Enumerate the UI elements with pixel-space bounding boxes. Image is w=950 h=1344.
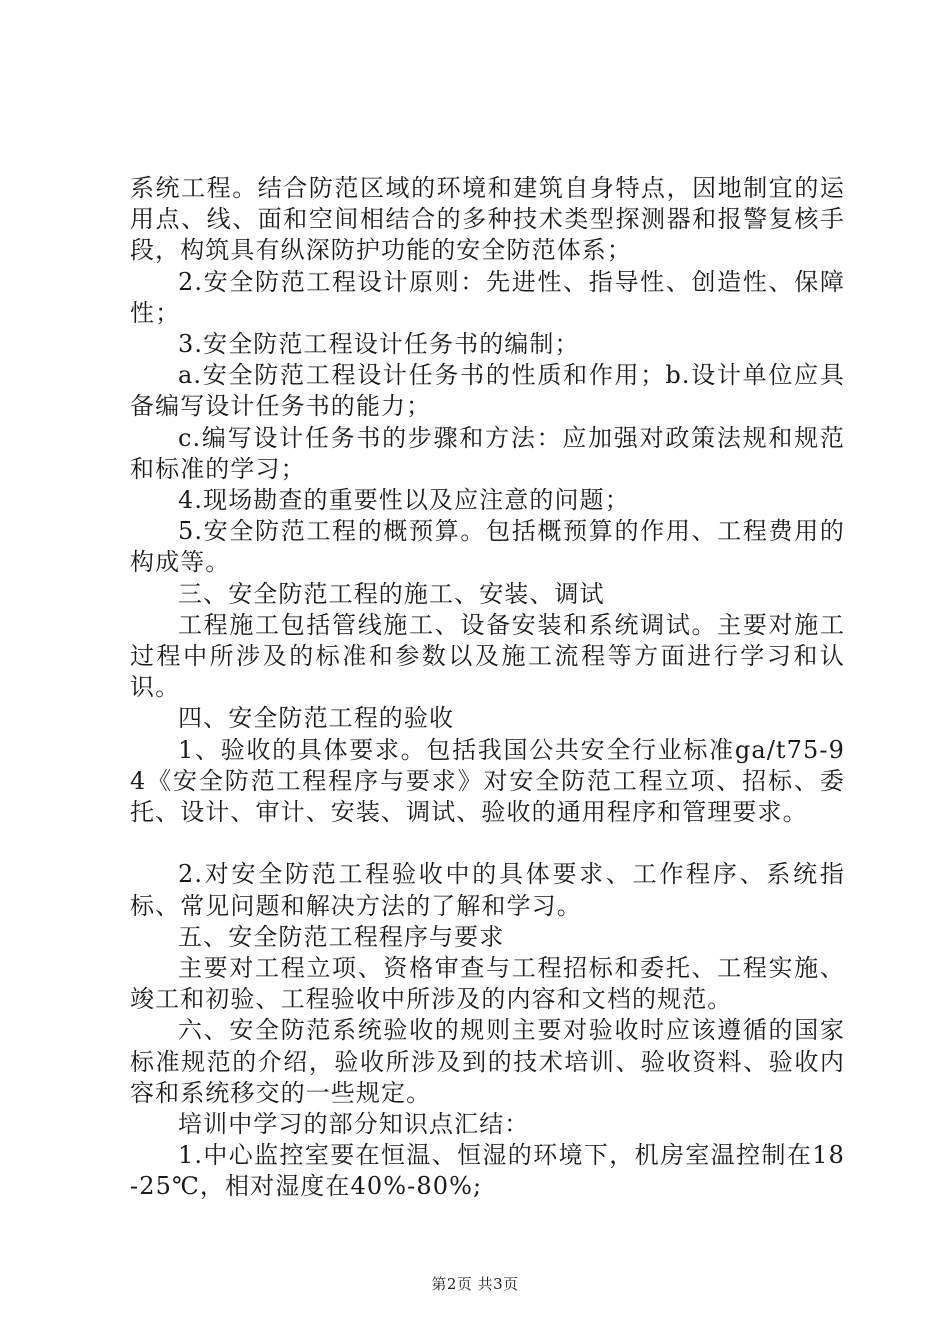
section-heading: 三、安全防范工程的施工、安装、调试 [178,579,605,608]
paragraph: 六、安全防范系统验收的规则主要对验收时应该遵循的国家标准规范的介绍，验收所涉及到的技术培训、验收资料、验收内容和系统移交的一些规定。 [130,1016,845,1107]
section-heading: 四、安全防范工程的验收 [178,704,455,733]
page-number-label: 第2页 共3页 [431,1275,519,1293]
blank-line [130,828,845,859]
paragraph: 5.安全防范工程的概预算。包括概预算的作用、工程费用的构成等。 [130,517,845,577]
paragraph: 培训中学习的部分知识点汇结： [178,1110,530,1139]
paragraph: 3.安全防范工程设计任务书的编制； [178,330,580,359]
paragraph: 1、验收的具体要求。包括我国公共安全行业标准ga/t75-94《安全防范工程程序与要求》对安全防范工程立项、招标、委托、设计、审计、安装、调试、验收的通用程序和管理要求。 [130,735,845,827]
page-footer [0,1273,950,1294]
paragraph: a.安全防范工程设计任务书的性质和作用；b.设计单位应具备编写设计任务书的能力； [130,361,845,421]
document-body [130,173,845,1203]
paragraph: 工程施工包括管线施工、设备安装和系统调试。主要对施工过程中所涉及的标准和参数以及施工流程等方面进行学习和认识。 [130,610,845,702]
paragraph: 系统工程。结合防范区域的环境和建筑自身特点，因地制宜的运用点、线、面和空间相结合的多种技术类型探测器和报警复核手段，构筑具有纵深防护功能的安全防范体系； [130,174,845,265]
paragraph: 主要对工程立项、资格审查与工程招标和委托、工程实施、竣工和初验、工程验收中所涉及的内容和文档的规范。 [130,954,845,1014]
paragraph: 4.现场勘查的重要性以及应注意的问题； [178,486,630,515]
paragraph: 2.对安全防范工程验收中的具体要求、工作程序、系统指标、常见问题和解决方法的了解和学习。 [130,860,845,920]
paragraph: c.编写设计任务书的步骤和方法：应加强对政策法规和规范和标准的学习； [130,423,845,483]
section-heading: 五、安全防范工程程序与要求 [178,922,505,951]
paragraph: 2.安全防范工程设计原则：先进性、指导性、创造性、保障性； [130,267,845,327]
paragraph: 1.中心监控室要在恒温、恒湿的环境下，机房室温控制在18-25℃，相对湿度在40%-80%; [130,1141,845,1201]
